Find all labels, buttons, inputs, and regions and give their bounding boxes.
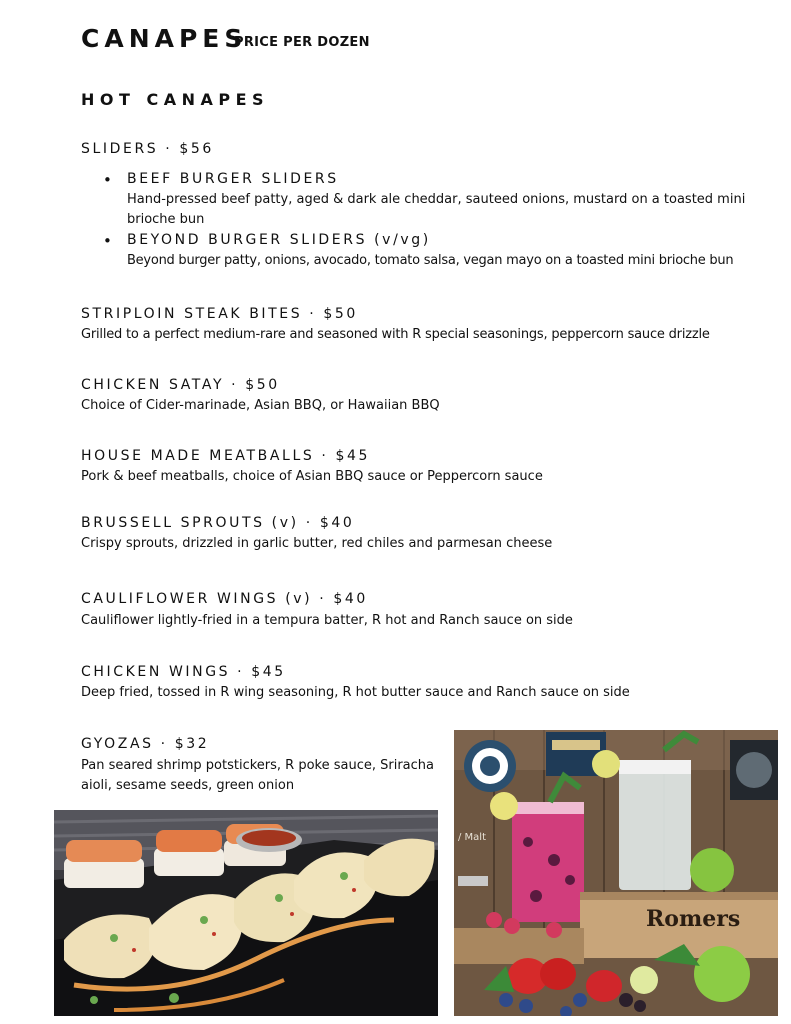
bullet-icon: •	[103, 232, 112, 250]
menu-item-title: BRUSSELL SPROUTS (v) · $40	[81, 515, 355, 531]
price-note: PRICE PER DOZEN	[234, 35, 370, 50]
menu-item-title: GYOZAS · $32	[81, 736, 210, 752]
menu-item-desc: Pork & beef meatballs, choice of Asian BBQ sauce or Peppercorn sauce	[81, 469, 543, 484]
tap-label: / Malt	[458, 832, 487, 843]
brand-sign: Romers	[646, 906, 741, 932]
menu-item-desc: Crispy sprouts, drizzled in garlic butter, red chiles and parmesan cheese	[81, 536, 553, 551]
gyoza-photo	[54, 810, 438, 1016]
menu-item-title: STRIPLOIN STEAK BITES · $50	[81, 306, 358, 322]
beef-burger-sliders-title: BEEF BURGER SLIDERS	[127, 171, 339, 187]
beyond-burger-sliders-desc: Beyond burger patty, onions, avocado, tomato salsa, vegan mayo on a toasted mini brioche bun	[127, 253, 734, 268]
section-title: HOT CANAPES	[81, 90, 270, 109]
menu-item-desc: Pan seared shrimp potstickers, R poke sauce, Sriracha aioli, sesame seeds, green onion	[81, 758, 434, 793]
page-title: CANAPES	[81, 24, 248, 53]
bullet-icon: •	[103, 171, 112, 189]
menu-item-title: CHICKEN SATAY · $50	[81, 377, 280, 393]
menu-item-desc: Deep fried, tossed in R wing seasoning, R hot butter sauce and Ranch sauce on side	[81, 685, 630, 700]
menu-item-desc: Grilled to a perfect medium-rare and seasoned with R special seasonings, peppercorn sauce drizzle	[81, 327, 710, 342]
menu-item-title: HOUSE MADE MEATBALLS · $45	[81, 448, 371, 464]
menu-item-title: CHICKEN WINGS · $45	[81, 664, 286, 680]
menu-item-title: CAULIFLOWER WINGS (v) · $40	[81, 591, 368, 607]
beef-burger-sliders-desc: Hand-pressed beef patty, aged & dark ale cheddar, sauteed onions, mustard on a toasted mini brioche bun	[127, 192, 746, 227]
menu-item-desc: Choice of Cider-marinade, Asian BBQ, or Hawaiian BBQ	[81, 398, 440, 413]
menu-item-desc: Cauliflower lightly-fried in a tempura batter, R hot and Ranch sauce on side	[81, 613, 573, 628]
drinks-photo	[454, 730, 778, 1016]
beyond-burger-sliders-title: BEYOND BURGER SLIDERS (v/vg)	[127, 232, 431, 248]
sliders-title: SLIDERS · $56	[81, 141, 214, 157]
